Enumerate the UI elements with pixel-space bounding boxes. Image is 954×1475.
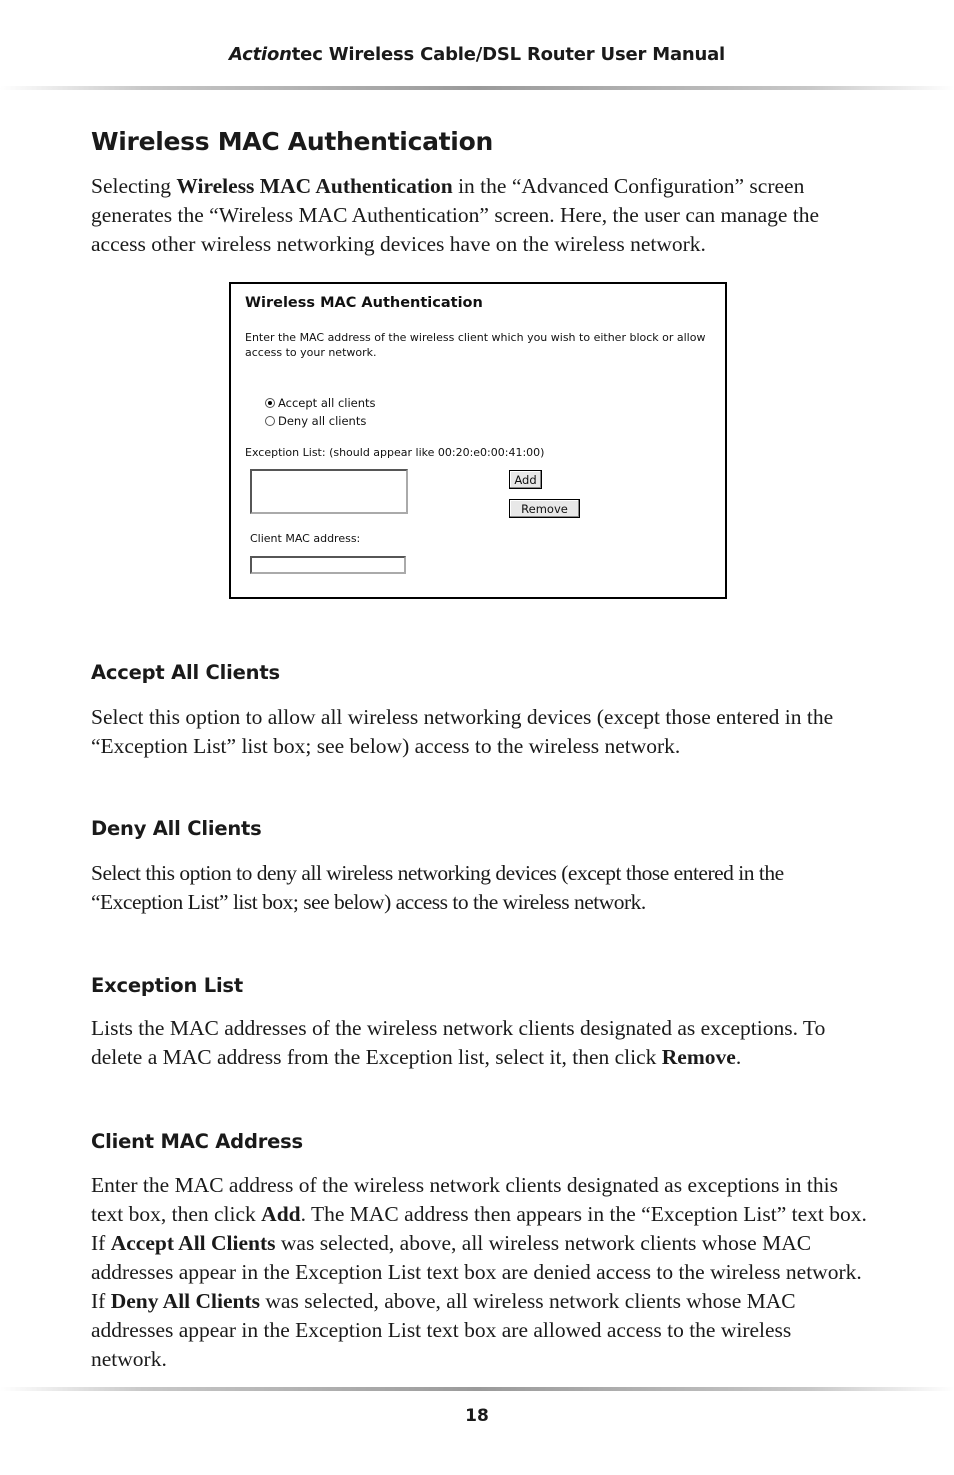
page-number: 18 <box>465 1406 489 1426</box>
figure-title: Wireless MAC Authentication <box>245 295 483 311</box>
client-mac-label: Client MAC address: <box>250 532 361 545</box>
accept-paragraph-block <box>91 703 871 761</box>
section-title: Wireless MAC Authentication <box>91 127 493 156</box>
remove-button[interactable]: Remove <box>509 499 580 518</box>
deny-all-clients-text: Select this option to deny all wireless networking devices (except those entered in the “Exception List” list box; see below) access to the wireless network. <box>91 861 784 914</box>
radio-deny-all[interactable] <box>265 416 275 426</box>
client-mac-input[interactable] <box>250 556 406 574</box>
intro-text-2: in the “Advanced Configuration” screen generates the “Wireless MAC Authentication” screen. Here, the user can manage the access other wireless networking devices have on the wireless network. <box>91 174 820 256</box>
exception-bold-remove: Remove <box>661 1045 736 1069</box>
accept-all-clients-heading: Accept All Clients <box>91 661 280 684</box>
intro-paragraph-block <box>91 172 871 259</box>
exception-text-1: Lists the MAC addresses of the wireless network clients designated as exceptions. To delete a MAC address from the Exception list, select it, then click <box>91 1016 826 1069</box>
client-bold-add: Add <box>261 1202 301 1226</box>
radio-deny-label: Deny all clients <box>278 414 367 428</box>
intro-text-1: Selecting <box>91 174 177 198</box>
exception-paragraph-block <box>91 1014 871 1072</box>
deny-title-block <box>91 817 871 840</box>
client-text-1: Enter the MAC address of the wireless network clients designated as exceptions in this text box, then click <box>91 1173 838 1226</box>
running-header <box>0 44 954 65</box>
exception-text-2: . <box>735 1045 742 1069</box>
add-button[interactable]: Add <box>509 470 542 489</box>
header-title-text: tec Wireless Cable/DSL Router User Manual <box>291 44 726 65</box>
client-title-block <box>91 1130 871 1153</box>
screenshot-figure <box>229 282 727 599</box>
client-text-2: . The MAC address then appears in the “Exception List” text box. If <box>91 1202 867 1255</box>
radio-accept-row[interactable] <box>265 396 376 410</box>
accept-title-block <box>91 661 871 684</box>
client-text-4: was selected, above, all wireless network clients whose MAC addresses appear in the Exception List text box are allowed access to the wireless network. <box>91 1289 796 1371</box>
header-rule <box>0 86 954 90</box>
client-text-3: was selected, above, all wireless network clients whose MAC addresses appear in the Exception List text box are denied access to the wireless network. If <box>91 1231 862 1313</box>
exception-title-block <box>91 974 871 997</box>
client-bold-deny: Deny All Clients <box>110 1289 261 1313</box>
radio-accept-label: Accept all clients <box>278 396 376 410</box>
exception-list-heading: Exception List <box>91 974 243 997</box>
intro-bold-1: Wireless MAC Authentication <box>176 174 453 198</box>
client-paragraph-block <box>91 1171 871 1374</box>
exception-listbox[interactable] <box>250 469 408 514</box>
exception-list-text <box>91 1014 871 1072</box>
intro-paragraph <box>91 172 871 259</box>
client-mac-address-text <box>91 1171 871 1374</box>
deny-paragraph-block <box>91 859 871 917</box>
client-bold-accept: Accept All Clients <box>110 1231 276 1255</box>
footer-rule <box>0 1387 954 1391</box>
radio-accept-all[interactable] <box>265 398 275 408</box>
radio-deny-row[interactable] <box>265 414 366 428</box>
deny-all-clients-heading: Deny All Clients <box>91 817 262 840</box>
client-mac-address-heading: Client MAC Address <box>91 1130 303 1153</box>
header-brand: Action <box>228 44 292 65</box>
accept-all-clients-text: Select this option to allow all wireless networking devices (except those entered in the “Exception List” list box; see below) access to the wireless network. <box>91 705 834 758</box>
figure-description: Enter the MAC address of the wireless client which you wish to either block or allow access to your network. <box>245 331 706 359</box>
exception-list-label: Exception List: (should appear like 00:20:e0:00:41:00) <box>245 446 545 459</box>
section-title-block <box>91 127 871 156</box>
